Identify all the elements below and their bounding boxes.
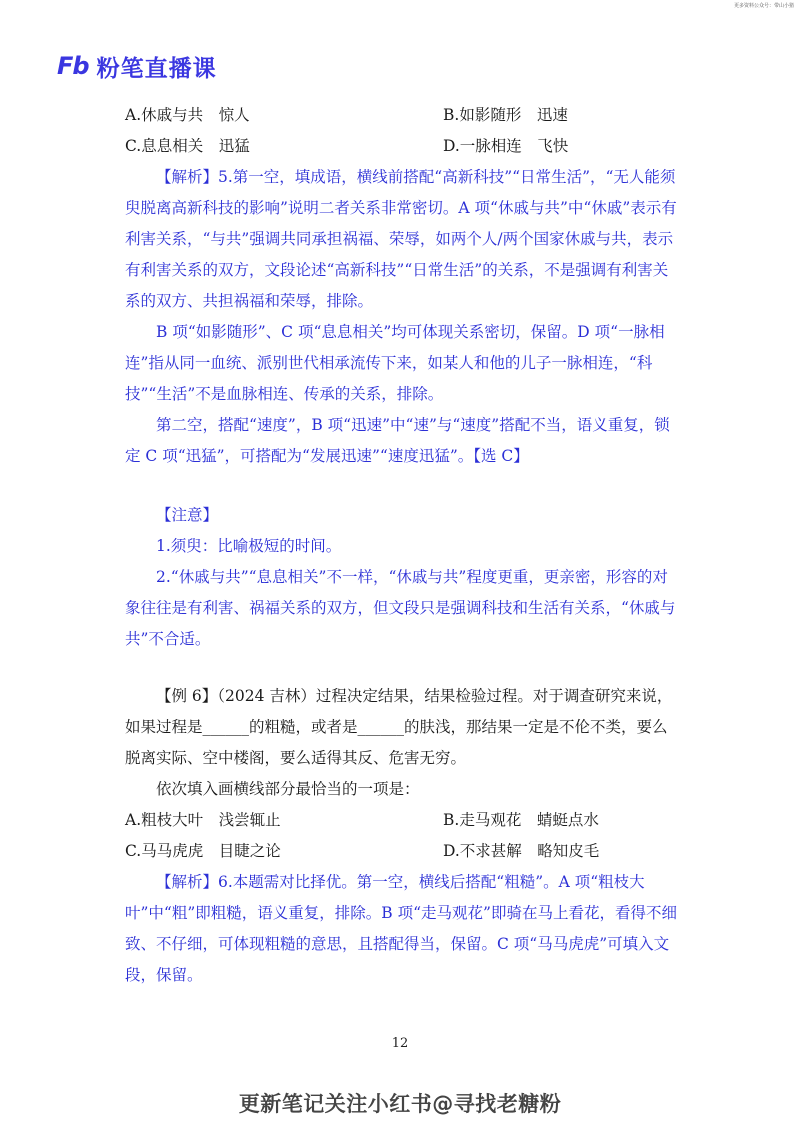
analysis-q5-paragraph-1: 【解析】5.第一空，填成语，横线前搭配“高新科技”“日常生活”，“无人能须臾脱离高新科技的影响”说明二者关系非常密切。A 项“休戚与共”中“休戚”表示有利害关系，“与共”强调共同承担祸福、荣辱，如两个人/两个国家休戚与共，表示有利害关系的双方，文段论述“高新科技”“日常生活”的关系，不是强调有利害关系的双方、共担祸福和荣辱，排除。 [125, 168, 677, 310]
footer-watermark: 更新笔记关注小红书@寻找老糖粉 [238, 1092, 562, 1116]
options-row-4 [125, 836, 680, 867]
option-b: B.如影随形 迅速 [443, 106, 568, 124]
note-title: 【注意】 [156, 506, 219, 524]
logo-text: 粉笔直播课 [96, 55, 217, 82]
page-number: 12 [391, 1036, 409, 1051]
option-c: C.息息相关 迅猛 [125, 137, 250, 155]
analysis-q6-paragraph-1: 【解析】6.本题需对比择优。第一空，横线后搭配“粗糙”。A 项“粗枝大叶”中“粗”即粗糙，语义重复，排除。B 项“走马观花”即骑在马上看花，看得不细致、不仔细，可体现粗糙的意思，且搭配得当，保留。C 项“马马虎虎”可填入文段，保留。 [125, 873, 677, 984]
options-row-1 [125, 100, 680, 131]
document-body [125, 100, 680, 991]
note-item-1: 1.须臾：比喻极短的时间。 [156, 537, 342, 555]
top-right-note: 更多资料公众号：带山小猪 [733, 3, 794, 9]
option-c-q6: C.马马虎虎 目睫之论 [125, 842, 281, 860]
brand-logo [57, 50, 217, 82]
analysis-q5-paragraph-3: 第二空，搭配“速度”，B 项“迅速”中“速”与“速度”搭配不当，语义重复，锁定 C 项“迅猛”，可搭配为“发展迅速”“速度迅猛”。【选 C】 [125, 416, 670, 465]
option-a-q6: A.粗枝大叶 浅尝辄止 [125, 811, 281, 829]
question-6-stem: 【例 6】（2024 吉林）过程决定结果，结果检验过程。对于调查研究来说，如果过程是______的粗糙，或者是______的肤浅，那结果一定是不伦不类，要么脱离实际、空中楼阁，要么适得其反、危害无穷。 [125, 687, 673, 767]
option-b-q6: B.走马观花 蜻蜓点水 [443, 811, 599, 829]
option-a: A.休戚与共 惊人 [125, 106, 250, 124]
options-row-2 [125, 131, 680, 162]
logo-mark: Fb [57, 52, 89, 80]
question-6-prompt: 依次填入画横线部分最恰当的一项是： [156, 780, 420, 798]
option-d-q6: D.不求甚解 略知皮毛 [443, 842, 600, 860]
note-item-2: 2.“休戚与共”“息息相关”不一样，“休戚与共”程度更重，更亲密，形容的对象往往是有利害、祸福关系的双方，但文段只是强调科技和生活有关系，“休戚与共”不合适。 [125, 568, 676, 648]
option-d: D.一脉相连 飞快 [443, 137, 569, 155]
options-row-3 [125, 805, 680, 836]
analysis-q5-paragraph-2: B 项“如影随形”、C 项“息息相关”均可体现关系密切，保留。D 项“一脉相连”指从同一血统、派别世代相承流传下来，如某人和他的儿子一脉相连，“科技”“生活”不是血脉相连、传承的关系，排除。 [125, 323, 665, 403]
